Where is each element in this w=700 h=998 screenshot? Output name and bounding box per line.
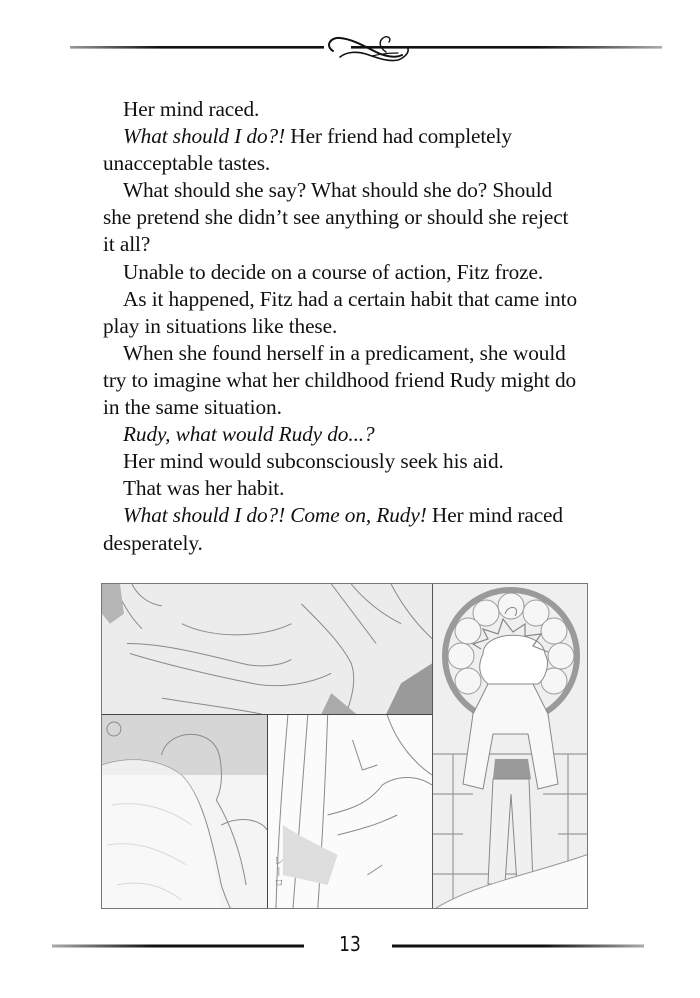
page-number: 13: [339, 932, 361, 956]
hand-on-face-art-icon: [102, 584, 432, 714]
panel-top: [102, 584, 433, 715]
paragraph: What should I do?! Her friend had completely unacceptable tastes.: [103, 124, 512, 176]
header-ornament: [0, 0, 700, 80]
flourish-divider-icon: [0, 0, 700, 80]
kiss-closeup-art-icon: [268, 715, 432, 909]
page-footer: [0, 920, 700, 980]
body-text: [103, 96, 585, 557]
paragraph: Her mind raced.: [123, 97, 260, 121]
panel-right: [433, 584, 588, 909]
paragraph: Unable to decide on a course of action, Fitz froze.: [123, 259, 544, 284]
paragraph: What should she say? What should she do? Should she pretend she didn’t see anything or should she reject it all?: [103, 178, 569, 257]
paragraph: Rudy, what would Rudy do...?: [123, 422, 375, 447]
paragraph: What should I do?! Come on, Rudy! Her mind raced desperately.: [103, 503, 563, 555]
paragraph: That was her habit.: [123, 476, 285, 501]
sfx-text: レーロ: [271, 855, 284, 888]
paragraph: When she found herself in a predicament, she would try to imagine what her childhood friend Rudy might do in the same situation.: [103, 340, 577, 420]
paragraph: Her mind would subconsciously seek his aid.: [123, 449, 504, 474]
stained-glass-character-art-icon: [433, 584, 588, 909]
panel-bottom-middle: [268, 715, 433, 909]
panel-bottom-left: [102, 715, 268, 909]
blanket-figure-art-icon: [102, 715, 267, 909]
manga-illustration: [101, 583, 588, 909]
paragraph: As it happened, Fitz had a certain habit that came into play in situations like these.: [103, 286, 578, 338]
